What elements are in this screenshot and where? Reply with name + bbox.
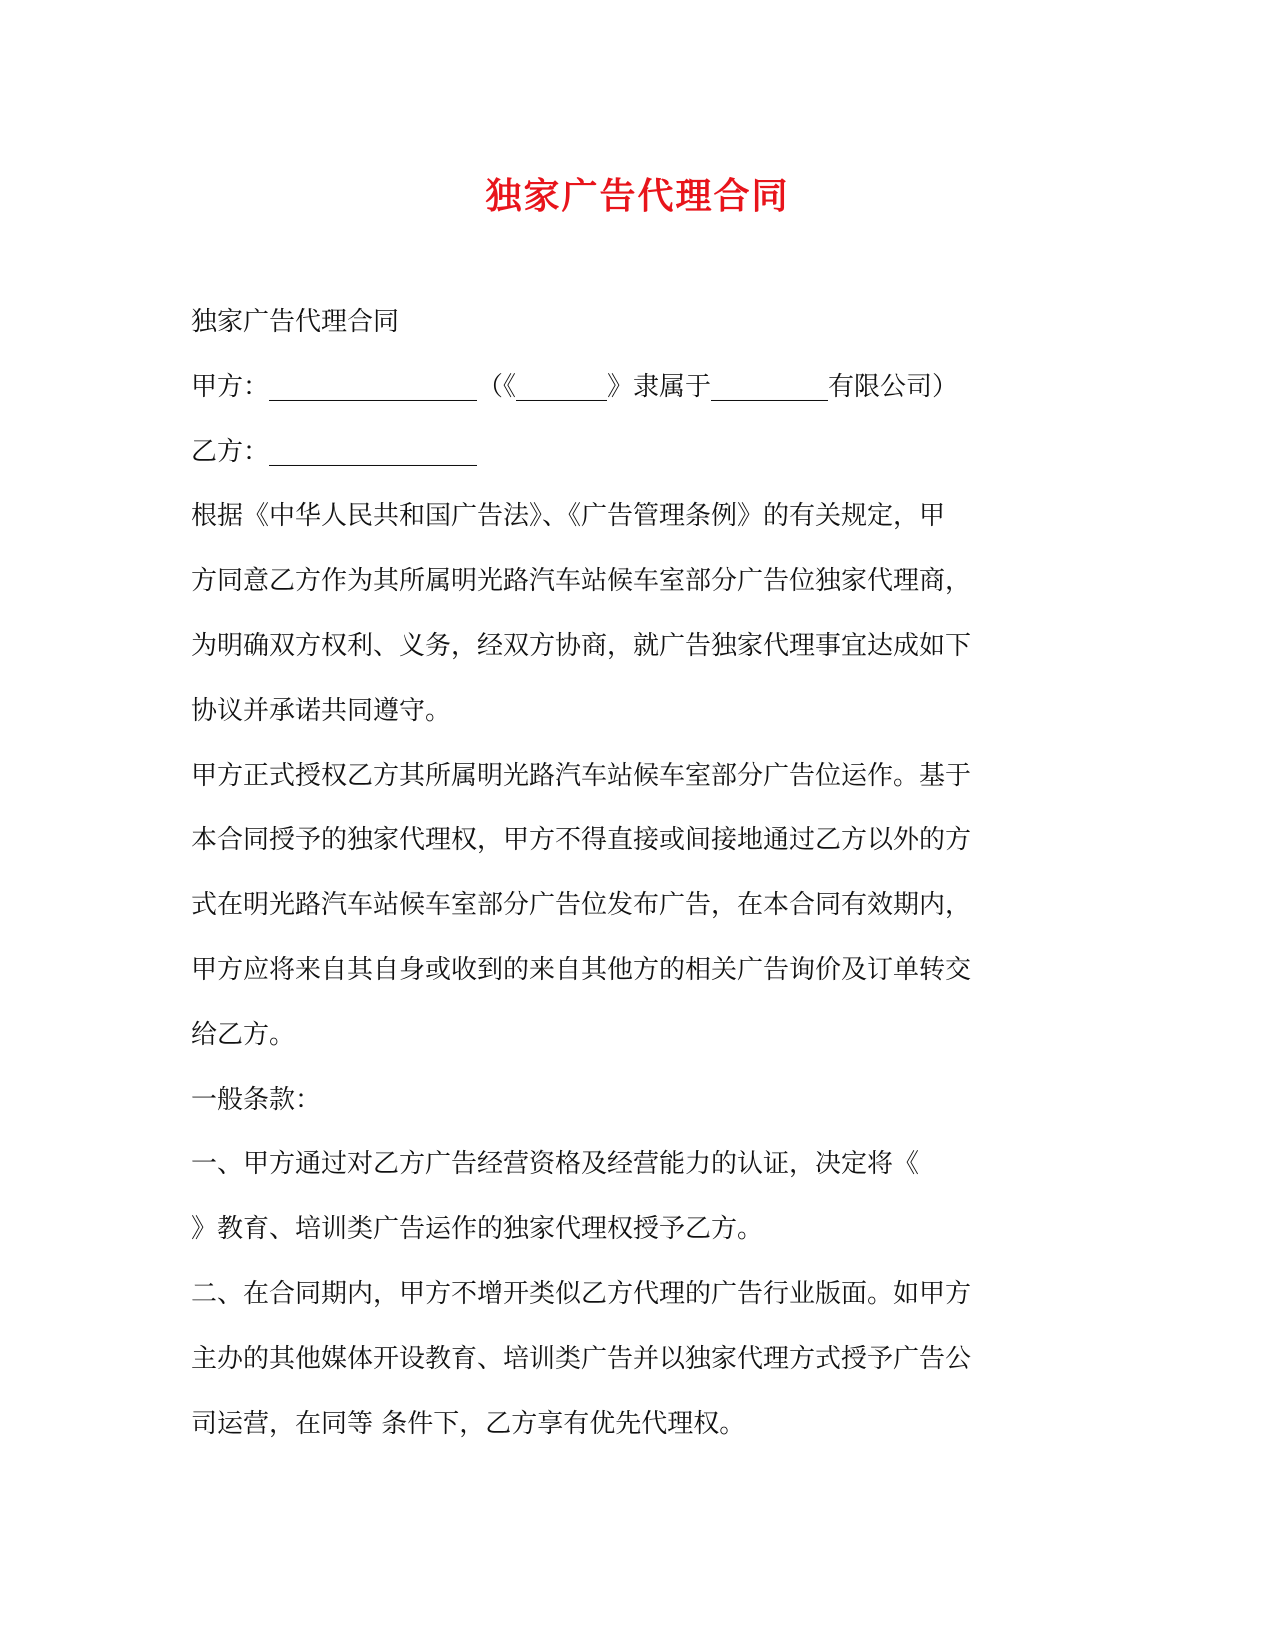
document-line: 协议并承诺共同遵守。 xyxy=(191,695,452,726)
document-line: 甲方应将来自其自身或收到的来自其他方的相关广告询价及订单转交 xyxy=(191,954,972,985)
document-line: 一般条款： xyxy=(191,1084,322,1115)
document-line: 独家广告代理合同 xyxy=(191,307,400,337)
document-line: 一、甲方通过对乙方广告经营资格及经营能力的认证，决定将《 xyxy=(191,1149,920,1180)
document-line: 方同意乙方作为其所属明光路汽车站候车室部分广告位独家代理商， xyxy=(191,566,972,597)
document-line: 司运营，在同等 条件下，乙方享有优先代理权。 xyxy=(191,1408,746,1439)
document-line: 甲方：________________（《_______》隶属于_________有限公司） xyxy=(191,371,959,402)
document-line: 乙方：________________ xyxy=(191,436,478,467)
document-line: 》教育、培训类广告运作的独家代理权授予乙方。 xyxy=(191,1214,764,1245)
document-line: 甲方正式授权乙方其所属明光路汽车站候车室部分广告位运作。基于 xyxy=(191,760,972,791)
document-title: 独家广告代理合同 xyxy=(485,175,790,217)
document-line: 为明确双方权利、义务，经双方协商，就广告独家代理事宜达成如下 xyxy=(191,630,972,661)
document-line: 根据《中华人民共和国广告法》、《广告管理条例》的有关规定，甲 xyxy=(191,501,946,532)
document-body xyxy=(191,290,1091,1456)
document-line: 主办的其他媒体开设教育、培训类广告并以独家代理方式授予广告公 xyxy=(191,1343,972,1374)
document-line: 式在明光路汽车站候车室部分广告位发布广告，在本合同有效期内， xyxy=(191,890,972,921)
document-line: 给乙方。 xyxy=(191,1019,296,1050)
document-line: 二、在合同期内，甲方不增开类似乙方代理的广告行业版面。如甲方 xyxy=(191,1278,972,1309)
document-line: 本合同授予的独家代理权，甲方不得直接或间接地通过乙方以外的方 xyxy=(191,825,972,856)
